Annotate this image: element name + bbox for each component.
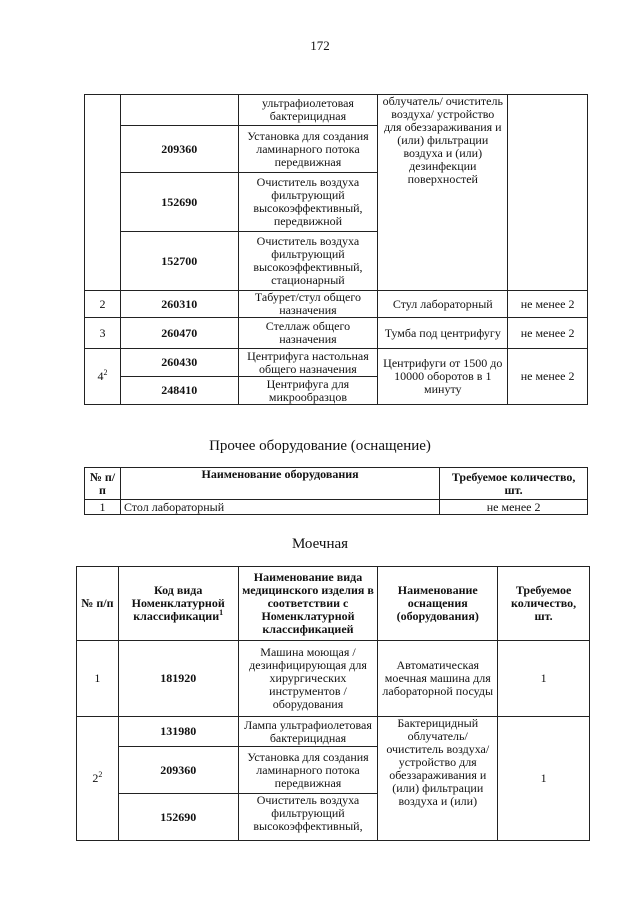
qty-cell: не менее 2	[508, 318, 588, 349]
code-cell: 131980	[118, 717, 238, 747]
qty-cell	[508, 95, 588, 291]
name-cell: Установка для создания ламинарного потока передвижная	[238, 126, 378, 173]
code-cell: 209360	[120, 126, 238, 173]
header-qty: Требуемое количество, шт.	[440, 468, 588, 500]
qty-cell: 1	[498, 717, 590, 841]
name-cell: Очиститель воздуха фильтрующий высокоэффективный, передвижной	[238, 173, 378, 232]
code-cell: 248410	[120, 377, 238, 405]
equipment-cell: Тумба под центрифугу	[378, 318, 508, 349]
num-cell: 1	[85, 500, 121, 515]
name-cell: Установка для создания ламинарного потока передвижная	[238, 747, 378, 794]
table-header-row	[77, 567, 590, 641]
header-name: Наименование оборудования	[120, 468, 439, 500]
code-cell: 260430	[120, 349, 238, 377]
row-number: 2	[92, 771, 99, 785]
num-cell	[77, 717, 119, 841]
name-cell: ультрафиолетовая бактерицидная	[238, 95, 378, 126]
header-code	[118, 567, 238, 641]
section-heading-washroom: Моечная	[291, 536, 349, 552]
qty-cell: не менее 2	[440, 500, 588, 515]
section-heading-other: Прочее оборудование (оснащение)	[209, 438, 431, 454]
table-row	[85, 349, 588, 377]
code-cell: 152690	[118, 794, 238, 841]
code-cell: 209360	[118, 747, 238, 794]
qty-cell: 1	[498, 641, 590, 717]
name-cell: Машина моющая /дезинфицирующая для хирургических инструментов /оборудования	[238, 641, 378, 717]
page-number: 172	[310, 38, 330, 53]
header-num: № п/п	[77, 567, 119, 641]
num-cell: 1	[77, 641, 119, 717]
header-num: № п/п	[85, 468, 121, 500]
footnote-mark: 2	[103, 368, 108, 377]
footnote-mark: 2	[98, 770, 103, 779]
code-cell: 181920	[118, 641, 238, 717]
qty-cell: не менее 2	[508, 291, 588, 318]
num-cell: 2	[85, 291, 121, 318]
other-equipment-table	[84, 467, 588, 515]
table-row	[85, 318, 588, 349]
washroom-table	[76, 566, 590, 841]
code-cell: 260310	[120, 291, 238, 318]
header-equipment: Наименование оснащения (оборудования)	[378, 567, 498, 641]
header-name: Наименование вида медицинского изделия в соответствии с Номенклатурной классификацией	[238, 567, 378, 641]
num-cell	[85, 95, 121, 291]
name-cell: Очиститель воздуха фильтрующий высокоэффективный, стационарный	[238, 232, 378, 291]
qty-cell: не менее 2	[508, 349, 588, 405]
name-cell: Центрифуга настольная общего назначения	[238, 349, 378, 377]
header-code-text: Код вида Номенклатурной классификации	[131, 583, 225, 623]
name-cell: Лампа ультрафиолетовая бактерицидная	[238, 717, 378, 747]
table-row	[77, 717, 590, 747]
code-cell: 152700	[120, 232, 238, 291]
name-cell: Центрифуга для микрообразцов	[238, 377, 378, 405]
num-cell: 3	[85, 318, 121, 349]
equipment-cell: Стул лабораторный	[378, 291, 508, 318]
code-cell	[120, 95, 238, 126]
footnote-mark: 1	[219, 608, 224, 617]
table-row	[85, 291, 588, 318]
name-cell: Табурет/стул общего назначения	[238, 291, 378, 318]
num-cell	[85, 349, 121, 405]
table-row	[85, 95, 588, 126]
header-qty: Требуемое количество, шт.	[498, 567, 590, 641]
equipment-cell: Автоматическая моечная машина для лабораторной посуды	[378, 641, 498, 717]
equipment-table-continued	[84, 94, 588, 405]
equipment-cell: Центрифуги от 1500 до 10000 оборотов в 1 минуту	[378, 349, 508, 405]
table-row	[85, 500, 588, 515]
table-header-row	[85, 468, 588, 500]
code-cell: 152690	[120, 173, 238, 232]
row-number: 4	[97, 369, 104, 383]
name-cell: Стол лабораторный	[120, 500, 439, 515]
equipment-cell: облучатель/ очиститель воздуха/ устройство для обеззараживания и (или) фильтрации воздуха и (или) дезинфекции поверхностей	[378, 95, 508, 291]
table-row	[77, 641, 590, 717]
name-cell: Стеллаж общего назначения	[238, 318, 378, 349]
equipment-cell: Бактерицидный облучатель/ очиститель воздуха/ устройство для обеззараживания и (или) фильтрации воздуха и (или)	[378, 717, 498, 841]
code-cell: 260470	[120, 318, 238, 349]
name-cell: Очиститель воздуха фильтрующий высокоэффективный,	[238, 794, 378, 841]
